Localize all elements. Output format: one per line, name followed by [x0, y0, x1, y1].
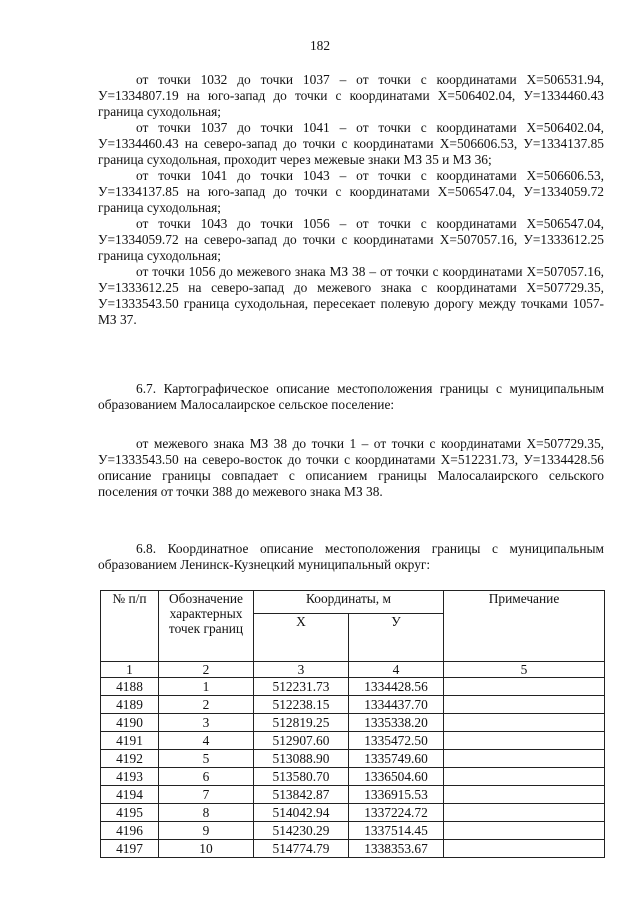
cell-y: 1336504.60 — [349, 768, 444, 786]
cell-x: 512238.15 — [254, 696, 349, 714]
table-row — [101, 840, 605, 858]
paragraph: от межевого знака МЗ 38 до точки 1 – от точки с координатами Х=507729.35, У=1333543.50 на северо-восток до точки с координатами Х=512231.73, У=1334428.56 описание границы совпадает с описанием границы Малосалаирского сельского поселения от точки 388 до межевого знака МЗ 38. — [98, 436, 604, 499]
cell-y: 1335338.20 — [349, 714, 444, 732]
cell-x: 514230.29 — [254, 822, 349, 840]
cell-num: 4189 — [101, 696, 159, 714]
cell-point: 10 — [159, 840, 254, 858]
header-num: № п/п — [101, 591, 159, 662]
cell-num: 4192 — [101, 750, 159, 768]
cell-x: 512907.60 — [254, 732, 349, 750]
section-heading: 6.8. Координатное описание местоположения границы с муниципальным образованием Ленинск-Кузнецкий муниципальный округ: — [98, 541, 604, 572]
cell-note — [444, 714, 605, 732]
cell-num: 4190 — [101, 714, 159, 732]
cell-num: 4191 — [101, 732, 159, 750]
table-row — [101, 804, 605, 822]
column-number: 2 — [159, 662, 254, 678]
column-number: 5 — [444, 662, 605, 678]
table-row — [101, 696, 605, 714]
cell-note — [444, 804, 605, 822]
cell-point: 3 — [159, 714, 254, 732]
cell-point: 7 — [159, 786, 254, 804]
cell-note — [444, 750, 605, 768]
cell-x: 513842.87 — [254, 786, 349, 804]
column-number: 4 — [349, 662, 444, 678]
cell-num: 4194 — [101, 786, 159, 804]
cell-num: 4197 — [101, 840, 159, 858]
section-6-7-body — [98, 436, 604, 500]
header-designation: Обозначение характерных точек границ — [159, 591, 254, 662]
table-row — [101, 750, 605, 768]
paragraph: от точки 1037 до точки 1041 – от точки с координатами Х=506402.04, У=1334460.43 на северо-запад до точки с координатами Х=506606.53, У=1334137.85 граница суходольная, проходит через межевые знаки МЗ 35 и МЗ 36; — [98, 120, 604, 167]
column-number: 1 — [101, 662, 159, 678]
cell-x: 512819.25 — [254, 714, 349, 732]
cell-note — [444, 732, 605, 750]
cell-y: 1337224.72 — [349, 804, 444, 822]
header-coordinates: Координаты, м — [254, 591, 444, 614]
cell-note — [444, 768, 605, 786]
cell-point: 4 — [159, 732, 254, 750]
cell-y: 1334428.56 — [349, 678, 444, 696]
table-header-row — [101, 591, 605, 614]
cell-point: 5 — [159, 750, 254, 768]
table-row — [101, 822, 605, 840]
cell-note — [444, 822, 605, 840]
table-row — [101, 732, 605, 750]
cell-y: 1336915.53 — [349, 786, 444, 804]
cell-y: 1337514.45 — [349, 822, 444, 840]
cell-x: 513088.90 — [254, 750, 349, 768]
cell-x: 514042.94 — [254, 804, 349, 822]
section-heading-6-8 — [98, 541, 604, 573]
section-heading: 6.7. Картографическое описание местоположения границы с муниципальным образованием Малосалаирское сельское поселение: — [98, 381, 604, 412]
coordinates-table — [100, 590, 605, 858]
cell-note — [444, 786, 605, 804]
column-number: 3 — [254, 662, 349, 678]
cell-num: 4196 — [101, 822, 159, 840]
cell-point: 2 — [159, 696, 254, 714]
paragraph: от точки 1056 до межевого знака МЗ 38 – от точки с координатами Х=507057.16, У=1333612.25 на северо-запад до межевого знака с координатами Х=507729.35, У=1333543.50 граница суходольная, пересекает полевую дорогу между точками 1057-МЗ 37. — [98, 264, 604, 327]
table-row — [101, 768, 605, 786]
cell-note — [444, 678, 605, 696]
cell-point: 9 — [159, 822, 254, 840]
cell-num: 4193 — [101, 768, 159, 786]
cell-y: 1334437.70 — [349, 696, 444, 714]
boundary-description-block — [98, 72, 604, 328]
cell-note — [444, 696, 605, 714]
cell-num: 4195 — [101, 804, 159, 822]
paragraph: от точки 1041 до точки 1043 – от точки с координатами Х=506606.53, У=1334137.85 на юго-запад до точки с координатами Х=506547.04, У=1334059.72 граница суходольная; — [98, 168, 604, 215]
table-row — [101, 714, 605, 732]
header-note: Примечание — [444, 591, 605, 662]
cell-point: 1 — [159, 678, 254, 696]
table-row — [101, 786, 605, 804]
header-x: Х — [254, 614, 349, 662]
column-number-row — [101, 662, 605, 678]
cell-x: 512231.73 — [254, 678, 349, 696]
cell-y: 1335749.60 — [349, 750, 444, 768]
cell-x: 513580.70 — [254, 768, 349, 786]
cell-x: 514774.79 — [254, 840, 349, 858]
paragraph: от точки 1032 до точки 1037 – от точки с координатами Х=506531.94, У=1334807.19 на юго-запад до точки с координатами Х=506402.04, У=1334460.43 граница суходольная; — [98, 72, 604, 119]
cell-point: 6 — [159, 768, 254, 786]
page-number: 182 — [309, 38, 331, 53]
cell-y: 1335472.50 — [349, 732, 444, 750]
table-row — [101, 678, 605, 696]
section-heading-6-7 — [98, 381, 604, 413]
cell-point: 8 — [159, 804, 254, 822]
header-y: У — [349, 614, 444, 662]
cell-y: 1338353.67 — [349, 840, 444, 858]
cell-num: 4188 — [101, 678, 159, 696]
paragraph: от точки 1043 до точки 1056 – от точки с координатами Х=506547.04, У=1334059.72 на северо-запад до точки с координатами Х=507057.16, У=1333612.25 граница суходольная; — [98, 216, 604, 263]
cell-note — [444, 840, 605, 858]
